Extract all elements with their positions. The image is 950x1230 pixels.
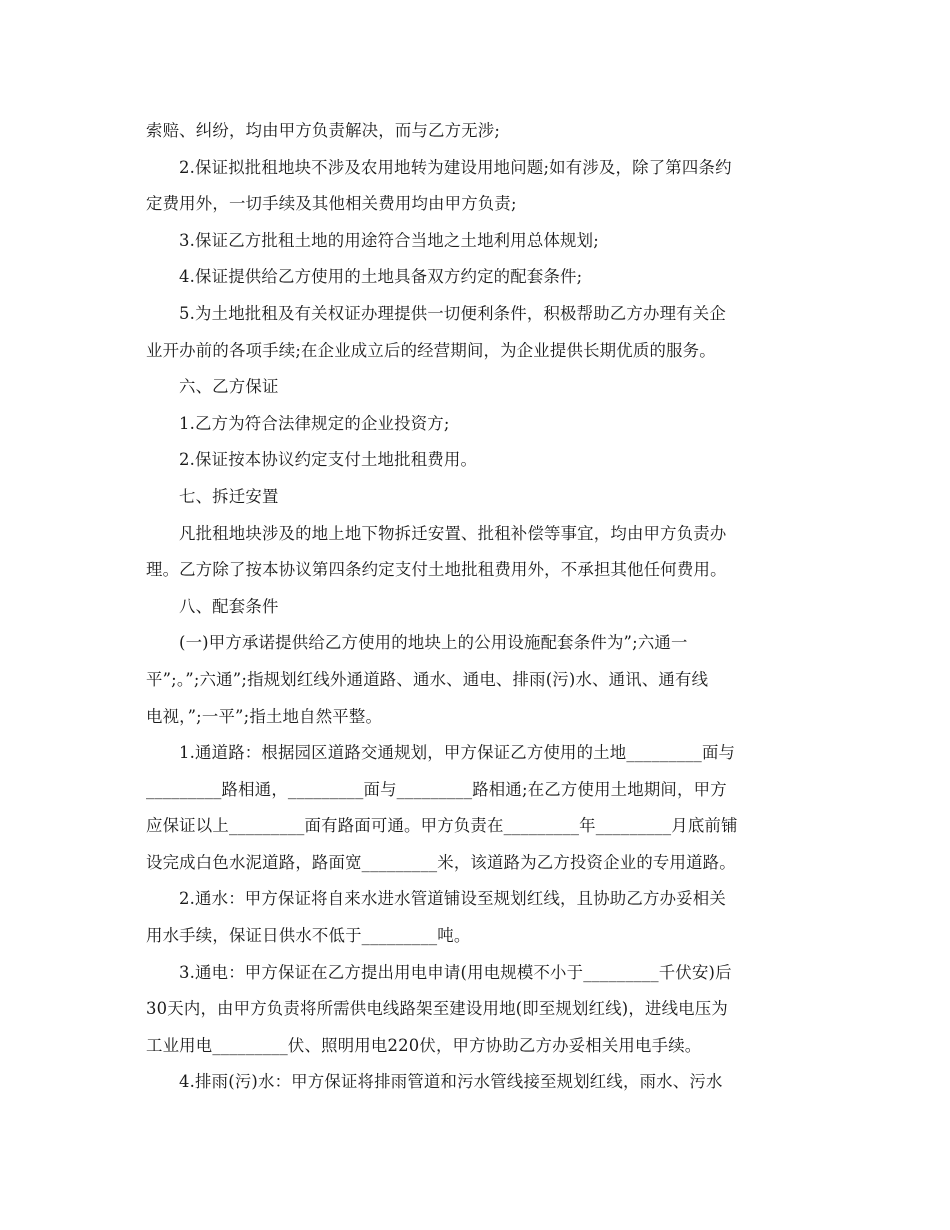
text-line: 应保证以上_________面有路面可通。甲方负责在_________年_________月底前铺 [146, 816, 738, 836]
text-line: 六、乙方保证 [179, 377, 279, 397]
text-line: (一)甲方承诺提供给乙方使用的地块上的公用设施配套条件为”;六通一 [179, 633, 688, 653]
text-line: 设完成白色水泥道路，路面宽_________米，该道路为乙方投资企业的专用道路。 [146, 852, 736, 872]
text-line: 5.为土地批租及有关权证办理提供一切便利条件，积极帮助乙方办理有关企 [179, 303, 726, 323]
text-line: 工业用电_________伏、照明用电220伏，甲方协助乙方办妥相关用电手续。 [146, 1035, 702, 1055]
document-body [146, 113, 806, 1101]
text-line: 1.乙方为符合法律规定的企业投资方; [179, 413, 450, 433]
text-line: 3.保证乙方批租土地的用途符合当地之土地利用总体规划; [179, 230, 599, 250]
text-line: 定费用外，一切手续及其他相关费用均由甲方负责; [146, 194, 517, 214]
text-line: 2.保证拟批租地块不涉及农用地转为建设用地问题;如有涉及，除了第四条约 [179, 157, 732, 177]
text-line: 30天内，由甲方负责将所需供电线路架至建设用地(即至规划红线)，进线电压为 [146, 999, 728, 1019]
text-line: 电视，”;一平”;指土地自然平整。 [146, 706, 383, 726]
text-line: 1.通道路：根据园区道路交通规划，甲方保证乙方使用的土地_________面与 [179, 743, 736, 763]
text-line: 用水手续，保证日供水不低于_________吨。 [146, 926, 471, 946]
text-line: 4.保证提供给乙方使用的土地具备双方约定的配套条件; [179, 267, 583, 287]
text-line: 八、配套条件 [179, 596, 279, 616]
text-line: 3.通电：甲方保证在乙方提出用电申请(用电规模不小于_________千伏安)后 [179, 962, 732, 982]
text-line: 七、拆迁安置 [179, 486, 279, 506]
text-line: 4.排雨(污)水：甲方保证将排雨管道和污水管线接至规划红线，雨水、污水 [179, 1072, 723, 1092]
text-line: 理。乙方除了按本协议第四条约定支付土地批租费用外，不承担其他任何费用。 [146, 560, 727, 580]
text-line: 业开办前的各项手续;在企业成立后的经营期间，为企业提供长期优质的服务。 [146, 340, 716, 360]
text-line: 凡批租地块涉及的地上地下物拆迁安置、批租补偿等事宜，均由甲方负责办 [179, 523, 727, 543]
text-line: 2.保证按本协议约定支付土地批租费用。 [179, 450, 478, 470]
text-line: 2.通水：甲方保证将自来水进水管道铺设至规划红线，且协助乙方办妥相关 [179, 889, 726, 909]
text-line: 平”;。”;六通”;指规划红线外通道路、通水、通电、排雨(污)水、通讯、通有线 [146, 669, 709, 689]
text-line: _________路相通，_________面与_________路相通;在乙方使用土地期间，甲方 [146, 779, 727, 799]
text-line: 索赔、纠纷，均由甲方负责解决，而与乙方无涉; [146, 121, 501, 140]
